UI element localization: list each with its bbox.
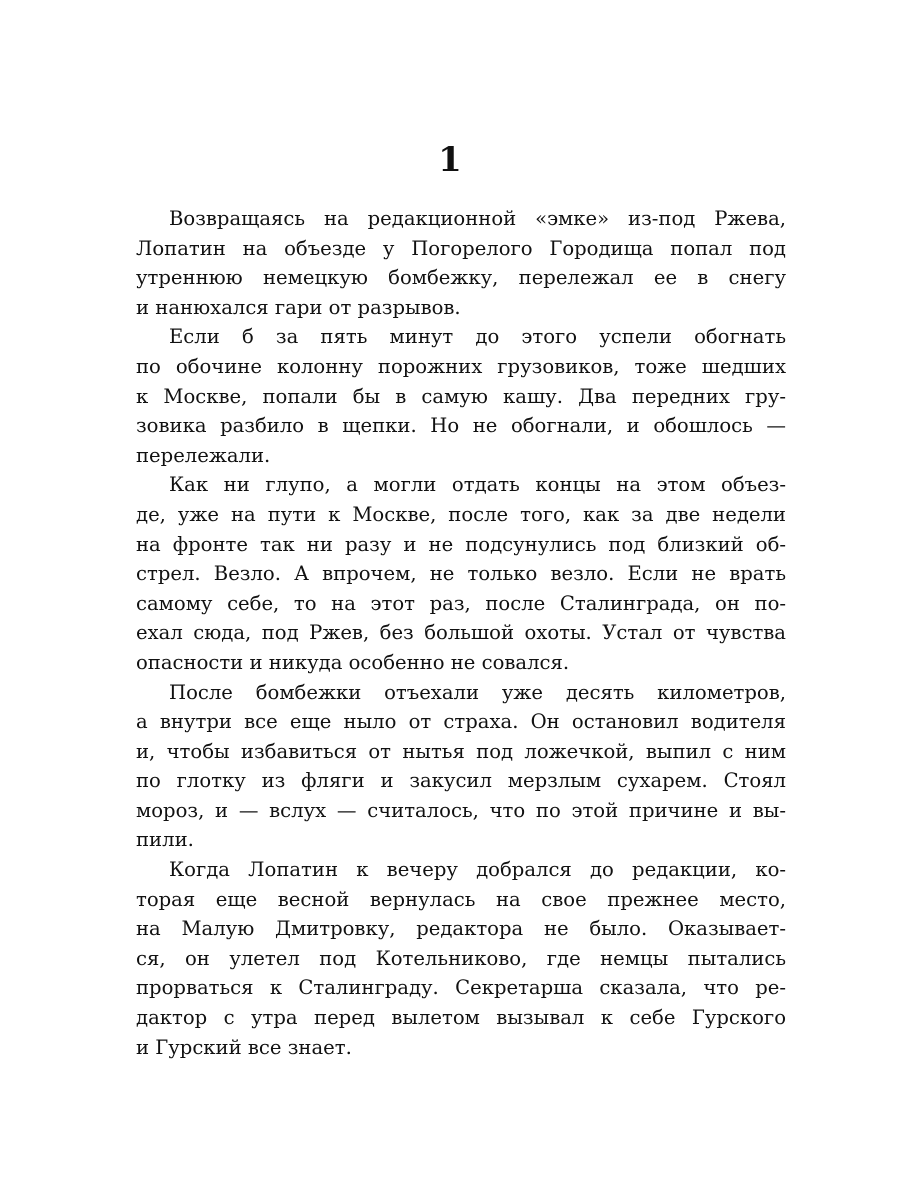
text-line: торая еще весной вернулась на свое прежнее место, [136,887,786,911]
text-line: Возвращаясь на редакционной «эмке» из-под Ржева, [169,207,786,230]
chapter-text [136,204,786,1062]
paragraph-4 [136,678,786,856]
paragraph-2 [136,322,786,470]
text-line: на Малую Дмитровку, редактора не было. Оказывает- [136,917,786,941]
text-line: по глотку из фляги и закусил мерзлым сухарем. Стоял [136,769,786,793]
text-line: ся, он улетел под Котельниково, где немцы пытались [136,946,786,970]
text-line: После бомбежки отъехали уже десять километров, [169,680,786,704]
text-line: и Гурский все знает. [136,1035,352,1059]
text-line: мороз, и — вслух — считалось, что по этой причине и вы- [136,798,786,822]
text-line: Если б за пять минут до этого успели обогнать [169,325,786,349]
text-line: прорваться к Сталинграду. Секретарша сказала, что ре- [136,976,786,1000]
text-line: перележали. [136,443,271,467]
text-line: Когда Лопатин к вечеру добрался до редакции, ко- [169,858,786,882]
text-line: по обочине колонну порожних грузовиков, тоже шедших [136,354,786,378]
text-line: самому себе, то на этот раз, после Сталинграда, он по- [136,591,786,615]
text-line: де, уже на пути к Москве, после того, как за две недели [136,502,786,526]
text-line: и, чтобы избавиться от нытья под ложечкой, выпил с ним [136,739,786,763]
text-line: утреннюю немецкую бомбежку, перележал ее в снегу [136,266,786,290]
paragraph-3 [136,470,786,677]
paragraph-1 [136,204,786,322]
text-line: на фронте так ни разу и не подсунулись под близкий об- [136,532,786,556]
text-line: зовика разбило в щепки. Но не обогнали, и обошлось — [136,414,786,438]
text-line: к Москве, попали бы в самую кашу. Два передних гру- [136,384,786,408]
text-line: и нанюхался гари от разрывов. [136,295,461,319]
text-line: пили. [136,828,194,852]
text-line: Лопатин на объезде у Погорелого Городища попал под [136,236,786,260]
paragraph-5 [136,855,786,1062]
text-line: дактор с утра перед вылетом вызывал к себе Гурского [136,1006,786,1030]
text-line: а внутри все еще ныло от страха. Он остановил водителя [136,710,786,734]
text-line: Как ни глупо, а могли отдать концы на этом объез- [169,473,786,497]
text-line: ехал сюда, под Ржев, без большой охоты. Устал от чувства [136,621,786,645]
text-line: опасности и никуда особенно не совался. [136,650,570,674]
chapter-number: 1 [438,140,462,180]
text-line: стрел. Везло. А впрочем, не только везло. Если не врать [136,562,786,586]
